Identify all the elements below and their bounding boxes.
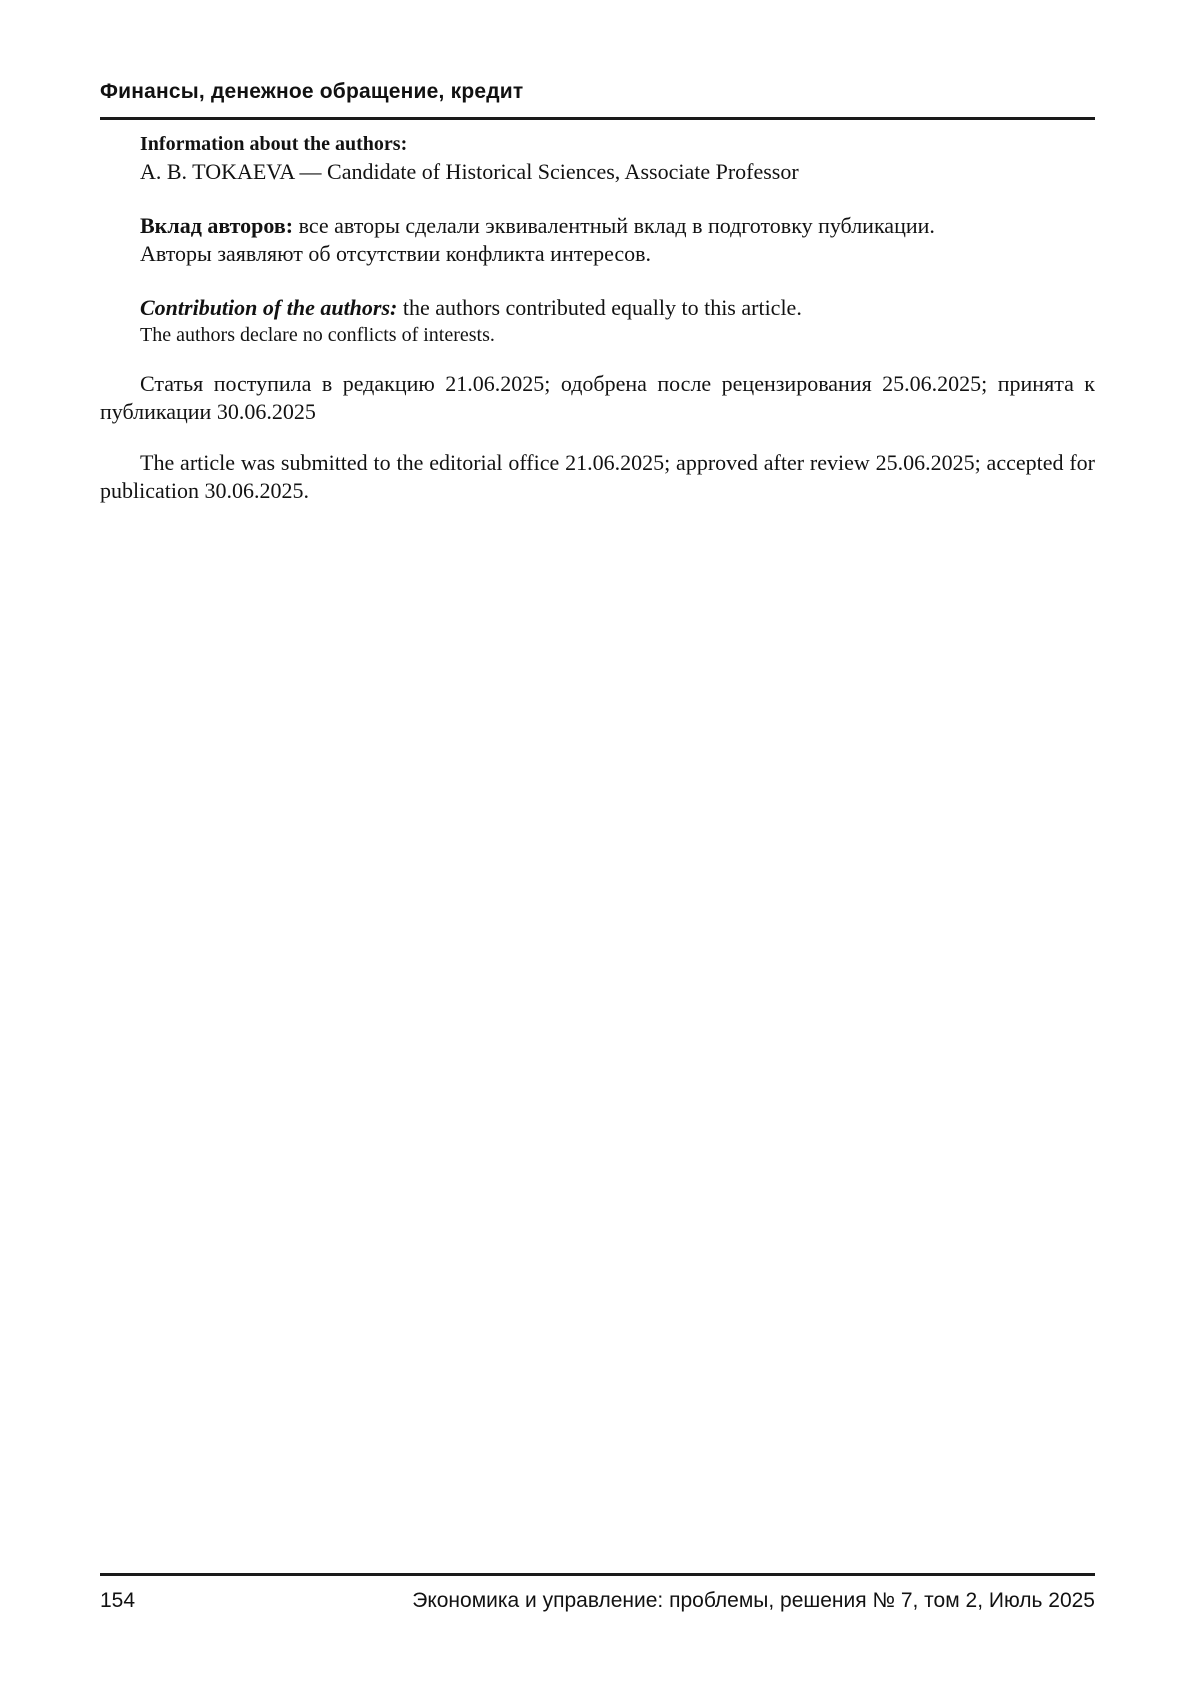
page-footer bbox=[100, 1589, 1095, 1613]
contribution-ru-label: Вклад авторов: bbox=[140, 213, 294, 238]
journal-issue-line: Экономика и управление: проблемы, решения № 7, том 2, Июль 2025 bbox=[412, 1589, 1095, 1612]
contribution-ru-paragraph bbox=[100, 212, 1095, 240]
author-line: A. B. TOKAEVA — Candidate of Historical Sciences, Associate Professor bbox=[140, 159, 799, 184]
submission-dates-ru: Статья поступила в редакцию 21.06.2025; одобрена после рецензирования 25.06.2025; принята к публикации 30.06.2025 bbox=[100, 371, 1095, 424]
conflict-ru-line: Авторы заявляют об отсутствии конфликта интересов. bbox=[140, 241, 652, 266]
page-number: 154 bbox=[100, 1589, 136, 1612]
footer-rule bbox=[100, 1573, 1095, 1576]
contribution-en-label: Contribution of the authors: bbox=[140, 295, 398, 320]
running-head-section-title: Финансы, денежное обращение, кредит bbox=[100, 80, 524, 103]
page-body bbox=[100, 131, 1095, 505]
conflict-en-line: The authors declare no conflicts of interests. bbox=[140, 324, 495, 346]
submission-dates-en: The article was submitted to the editorial office 21.06.2025; approved after review 25.06.2025; accepted for publication 30.06.2025. bbox=[100, 450, 1095, 503]
contribution-en-paragraph bbox=[100, 294, 1095, 322]
contribution-ru-text: все авторы сделали эквивалентный вклад в подготовку публикации. bbox=[293, 213, 935, 238]
authors-info-heading: Information about the authors: bbox=[140, 133, 408, 155]
contribution-en-text: the authors contributed equally to this article. bbox=[397, 295, 802, 320]
header-rule bbox=[100, 117, 1095, 120]
